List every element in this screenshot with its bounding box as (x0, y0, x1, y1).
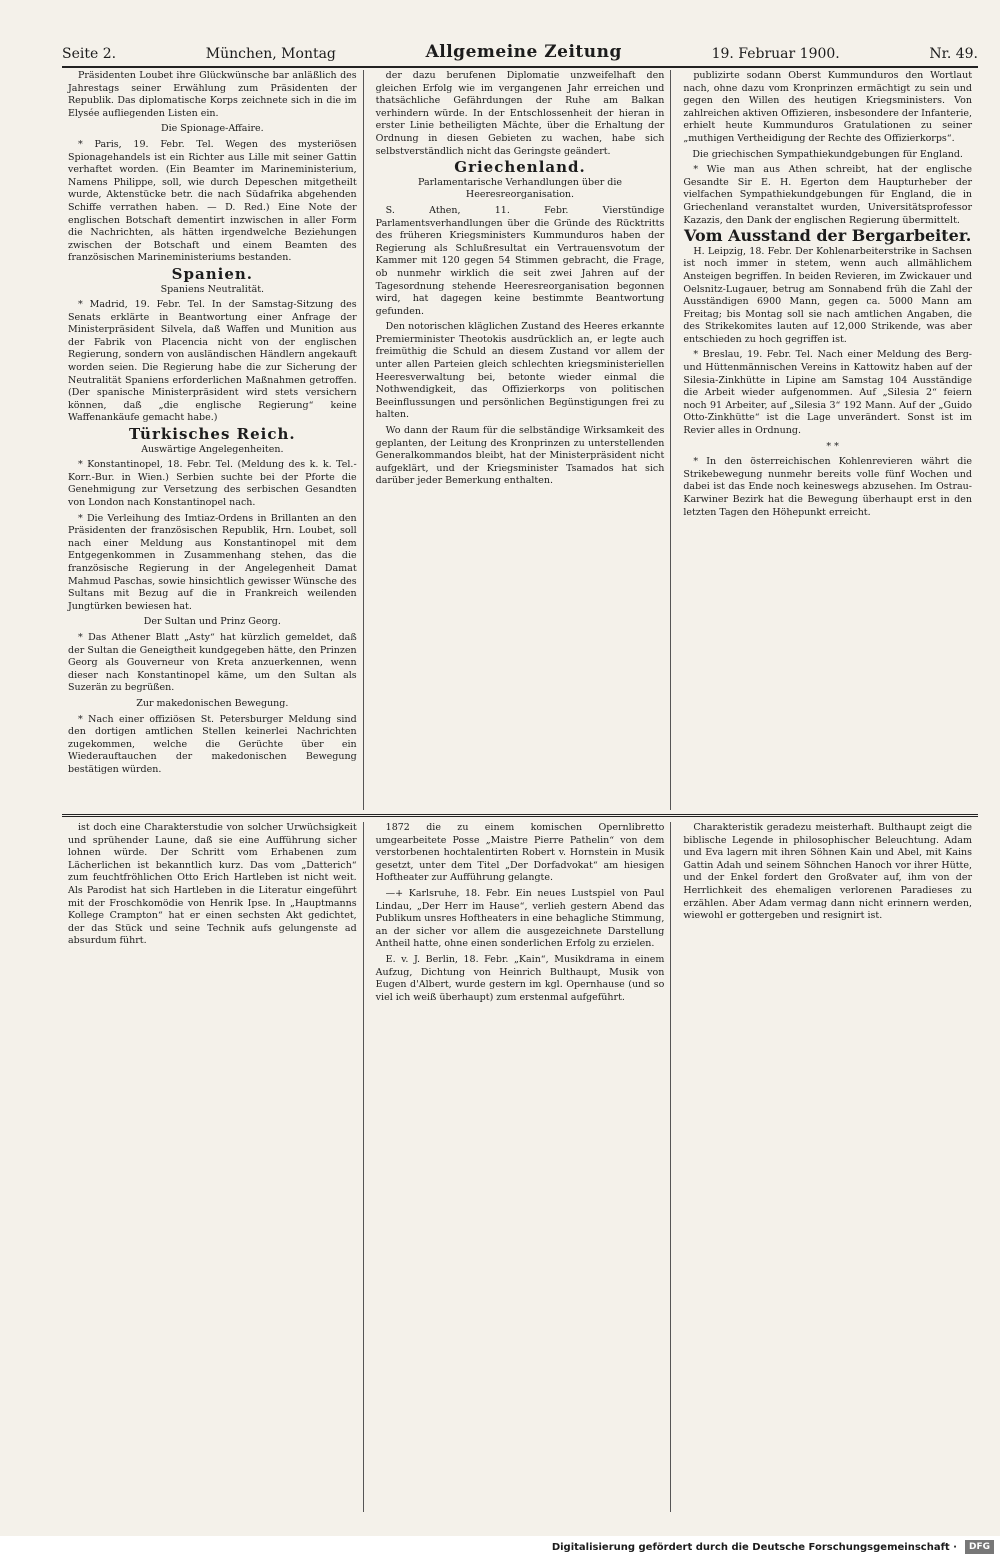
dfg-logo: DFG (965, 1540, 994, 1554)
feuilleton-divider (62, 814, 978, 817)
article-paragraph: H. Leipzig, 18. Febr. Der Kohlenarbeiterstrike in Sachsen ist noch immer in stetem, wenn auch allmählichem Ansteigen begriffen. In beiden Revieren, im Zwickauer und Oelsnitz-Lugauer, betrug am Sonnabend früh die Zahl der Ausständigen 6900 Mann, gegen ca. 5000 Mann am Freitag; bis Montag soll sie nach amtlichen Angaben, die des Strikekomites lauten auf 12,000 Strikende, was aber entschieden zu hoch gegriffen ist. (683, 245, 973, 345)
section-divider-stars: * * (826, 440, 839, 452)
section-subheading: Die Spionage-Affaire. (161, 123, 264, 135)
section-subheading: Zur makedonischen Bewegung. (136, 697, 289, 709)
feuilleton-column-1 (62, 822, 364, 1512)
section-heading-tuerkisches-reich: Türkisches Reich. (129, 425, 296, 444)
column-3 (677, 70, 978, 810)
feuilleton-column-3 (677, 822, 978, 1512)
section-subheading: Der Sultan und Prinz Georg. (143, 616, 281, 628)
article-paragraph: * Die Verleihung des Imtiaz-Ordens in Brillanten an den Präsidenten der französischen Republik, Hrn. Loubet, soll nach einer Meldung aus Konstantinopel mit dem Entgegenkommen in Zusammenhang stehen, das die französische Regierung in der Angelegenheit Damat Mahmud Paschas, sowie hinsichtlich gewisser Wünsche des Sultans mit Bezug auf die in Frankreich weilenden Jungtürken bewiesen hat. (68, 512, 357, 612)
digitization-footer (0, 1536, 1000, 1558)
article-paragraph: Präsidenten Loubet ihre Glückwünsche bar anläßlich des Jahrestags seiner Erwählung zum Präsidenten der Republik. Das diplomatische Korps zeichnete sich in die im Elysée aufliegenden Listen ein. (68, 70, 357, 119)
article-paragraph: Wo dann der Raum für die selbständige Wirksamkeit des geplanten, der Leitung des Kronprinzen zu unterstellenden Generalkommandos bleibt, hat der Ministerpräsident nicht aufgeklärt, und der Kriegsminister Tsamados hat sich darüber jeder Bemerkung enthalten. (375, 425, 665, 487)
news-columns (62, 70, 978, 810)
funding-note: Digitalisierung gefördert durch die Deutsche Forschungsgemeinschaft · (551, 1541, 957, 1553)
newspaper-title: Allgemeine Zeitung (425, 42, 622, 62)
article-paragraph: der dazu berufenen Diplomatie unzweifelhaft den gleichen Erfolg wie im vergangenen Jahr erreichen und thatsächliche Gefährdungen der Ruhe am Balkan verhindern würde. In der Entschlossenheit der hieran in erster Linie betheiligten Mächte, über die Erhaltung der Ordnung in diesen Gebieten zu wachen, habe sich selbstverständlich nicht das Geringste geändert. (375, 70, 665, 157)
article-paragraph: 1872 die zu einem komischen Opernlibretto umgearbeitete Posse „Maistre Pierre Pathelin“ von dem verstorbenen hochtalentirten Robert v. Hornstein in Musik gesetzt, unter dem Titel „Der Dorfadvokat“ am hiesigen Hoftheater zur Aufführung gelangte. (375, 822, 665, 884)
article-paragraph: E. v. J. Berlin, 18. Febr. „Kain“, Musikdrama in einem Aufzug, Dichtung von Heinrich Bulthaupt, Musik von Eugen d'Albert, wurde gestern im kgl. Opernhause (und so viel ich weiß überhaupt) zum erstenmal aufgeführt. (375, 953, 665, 1003)
article-paragraph: * Konstantinopel, 18. Febr. Tel. (Meldung des k. k. Tel.-Korr.-Bur. in Wien.) Serbien suchte bei der Pforte die Genehmigung zur Versetzung des serbischen Gesandten von London nach Konstantinopel nach. (68, 459, 357, 508)
masthead (62, 40, 978, 68)
article-paragraph: —+ Karlsruhe, 18. Febr. Ein neues Lustspiel von Paul Lindau, „Der Herr im Hause“, verlieh gestern Abend das Publikum unsres Hoftheaters in eine behagliche Stimmung, an der sicher vor allem die ausgezeichnete Darstellung Antheil hatte, ohne einen sonderlichen Erfolg zu erzielen. (375, 887, 665, 950)
place-day: München, Montag (205, 46, 336, 62)
article-paragraph: ist doch eine Charakterstudie von solcher Urwüchsigkeit und sprühender Laune, daß sie eine Aufführung sicher lohnen würde. Der Schritt vom Erhabenen zum Lächerlichen ist bekanntlich kurz. Das vom „Datterich“ zum feuchtfröhlichen Otto Erich Hartleben ist nicht weit. Als Parodist hat sich Hartleben in die Literatur eingeführt mit der Froschkomödie von Henrik Ipse. In „Hauptmanns Kollege Crampton“ hat er einen sechsten Akt gedichtet, der das Stück und seine Technik aufs gelungenste ad absurdum führt. (68, 822, 357, 947)
article-paragraph: S. Athen, 11. Febr. Vierstündige Parlamentsverhandlungen über die Gründe des Rücktritts des früheren Kriegsministers Kummunduros haben der Regierung als Schlußresultat ein Vertrauensvotum der Kammer mit 120 gegen 54 Stimmen gebracht, die Frage, ob nunmehr wirklich die seit zwei Jahren auf der Tagesordnung stehende Heeresreorganisation begonnen wird, hat dagegen keine bestimmte Beantwortung gefunden. (375, 204, 665, 317)
article-paragraph: Charakteristik geradezu meisterhaft. Bulthaupt zeigt die biblische Legende in philosophischer Beleuchtung. Adam und Eva lagern mit ihren Söhnen Kain und Abel, mit Kains Gattin Adah und seinem Söhnchen Hanoch vor ihrer Hütte, und der Enkel fordert den Großvater auf, ihm von der Herrlichkeit des ehemaligen verlorenen Paradieses zu erzählen. Aber Adam vermag dann nicht erinnern werden, wiewohl er gottergeben und resignirt ist. (683, 822, 973, 922)
issue-number: Nr. 49. (929, 46, 978, 62)
section-subheading: Parlamentarische Verhandlungen über die Heeresreorganisation. (418, 176, 623, 201)
article-paragraph: Den notorischen kläglichen Zustand des Heeres erkannte Premierminister Theotokis ausdrücklich an, er legte auch freimüthig die Schuld an diesem Zustand vor allem der unter allen Parteien gleich schlechten kriegsministeriellen Heeresverwaltung bei, betonte wieder einmal die Nothwendigkeit, das Offizierkorps von politischen Beeinflussungen und persönlichen Begünstigungen frei zu halten. (375, 321, 665, 421)
article-paragraph: * Wie man aus Athen schreibt, hat der englische Gesandte Sir E. H. Egerton dem Haupturheber der vielfachen Sympathiekundgebungen für England, die in Griechenland veranstaltet wurden, Universitätsprofessor Kazazis, den Dank der englischen Regierung übermittelt. (683, 164, 973, 226)
section-subheading: Spaniens Neutralität. (160, 283, 265, 295)
section-subheading: Auswärtige Angelegenheiten. (141, 443, 284, 455)
article-paragraph: * In den österreichischen Kohlenrevieren währt die Strikebewegung nunmehr bereits volle fünf Wochen und dabei ist das Ende noch keineswegs abzusehen. Im Ostrau-Karwiner Bezirk hat die Bewegung überhaupt erst in den letzten Tagen den Höhepunkt erreicht. (683, 456, 973, 518)
feuilleton-section (62, 822, 978, 1512)
article-paragraph: * Paris, 19. Febr. Tel. Wegen des mysteriösen Spionagehandels ist ein Richter aus Lille mit seiner Gattin verhaftet worden. (Ein Beamter im Marineministerium, Namens Philippe, soll, wie durch Depeschen mitgetheilt wurde, Aktenstücke betr. die nach Südafrika abgehenden Schiffe verrathen haben. — D. Red.) Eine Note der englischen Botschaft dementirt inzwischen in aller Form die Nachrichten, als hätten irgendwelche Beziehungen zwischen der Botschaft und einem Beamten des französischen Marineministeriums bestanden. (68, 138, 357, 264)
section-heading-spanien: Spanien. (171, 264, 253, 283)
article-paragraph: * Madrid, 19. Febr. Tel. In der Samstag-Sitzung des Senats erklärte in Beantwortung einer Anfrage der Ministerpräsident Silvela, daß Waffen und Munition aus der Fabrik von Placencia nicht von der englischen Regierung, sondern von ausländischen Händlern angekauft worden seien. Die Regierung habe die zur Sicherung der Neutralität Spaniens erforderlichen Maßnahmen getroffen. (Der spanische Ministerpräsident wird stets versichern können, daß „die englische Regierung“ keine Waffenankäufe gemacht habe.) (68, 299, 357, 424)
section-subheading: Die griechischen Sympathiekundgebungen für England. (692, 148, 963, 160)
article-paragraph: publizirte sodann Oberst Kummunduros den Wortlaut nach, ohne dazu vom Kronprinzen ermächtigt zu sein und gegen den Willen des heutigen Kriegsministers. Von zahlreichen aktiven Offizieren, insbesondere der Infanterie, erhielt heute Kummunduros Gratulationen zu seiner „muthigen Vertheidigung der Rechte des Offizierkorps“. (683, 70, 973, 144)
feuilleton-column-2 (370, 822, 672, 1512)
article-paragraph: * Nach einer offiziösen St. Petersburger Meldung sind den dortigen amtlichen Stellen keinerlei Nachrichten zugekommen, welche die Gerüchte über ein Wiederauftauchen der makedonischen Bewegung bestätigen würden. (68, 713, 357, 775)
issue-date: 19. Februar 1900. (711, 46, 840, 62)
page-number: Seite 2. (62, 46, 117, 62)
column-1 (62, 70, 364, 810)
section-heading-bergarbeiter: Vom Ausstand der Bergarbeiter. (684, 226, 972, 246)
section-heading-griechenland: Griechenland. (454, 158, 586, 177)
article-paragraph: * Breslau, 19. Febr. Tel. Nach einer Meldung des Berg- und Hüttenmännischen Vereins in Kattowitz haben auf der Silesia-Zinkhütte in Lipine am Samstag 104 Ausständige die Arbeit wieder aufgenommen. Auf „Silesia 2“ feiern noch 91 Arbeiter, auf „Silesia 3“ 192 Mann. Auf der „Guido Otto-Zinkhütte“ ist die Lage unverändert. Sonst ist im Revier alles in Ordnung. (683, 349, 973, 437)
article-paragraph: * Das Athener Blatt „Asty“ hat kürzlich gemeldet, daß der Sultan die Geneigtheit kundgegeben hätte, den Prinzen Georg als Gouverneur von Kreta anzuerkennen, wenn dieser nach Konstantinopel käme, um den Sultan als Suzerän zu begrüßen. (68, 631, 357, 694)
column-2 (370, 70, 672, 810)
